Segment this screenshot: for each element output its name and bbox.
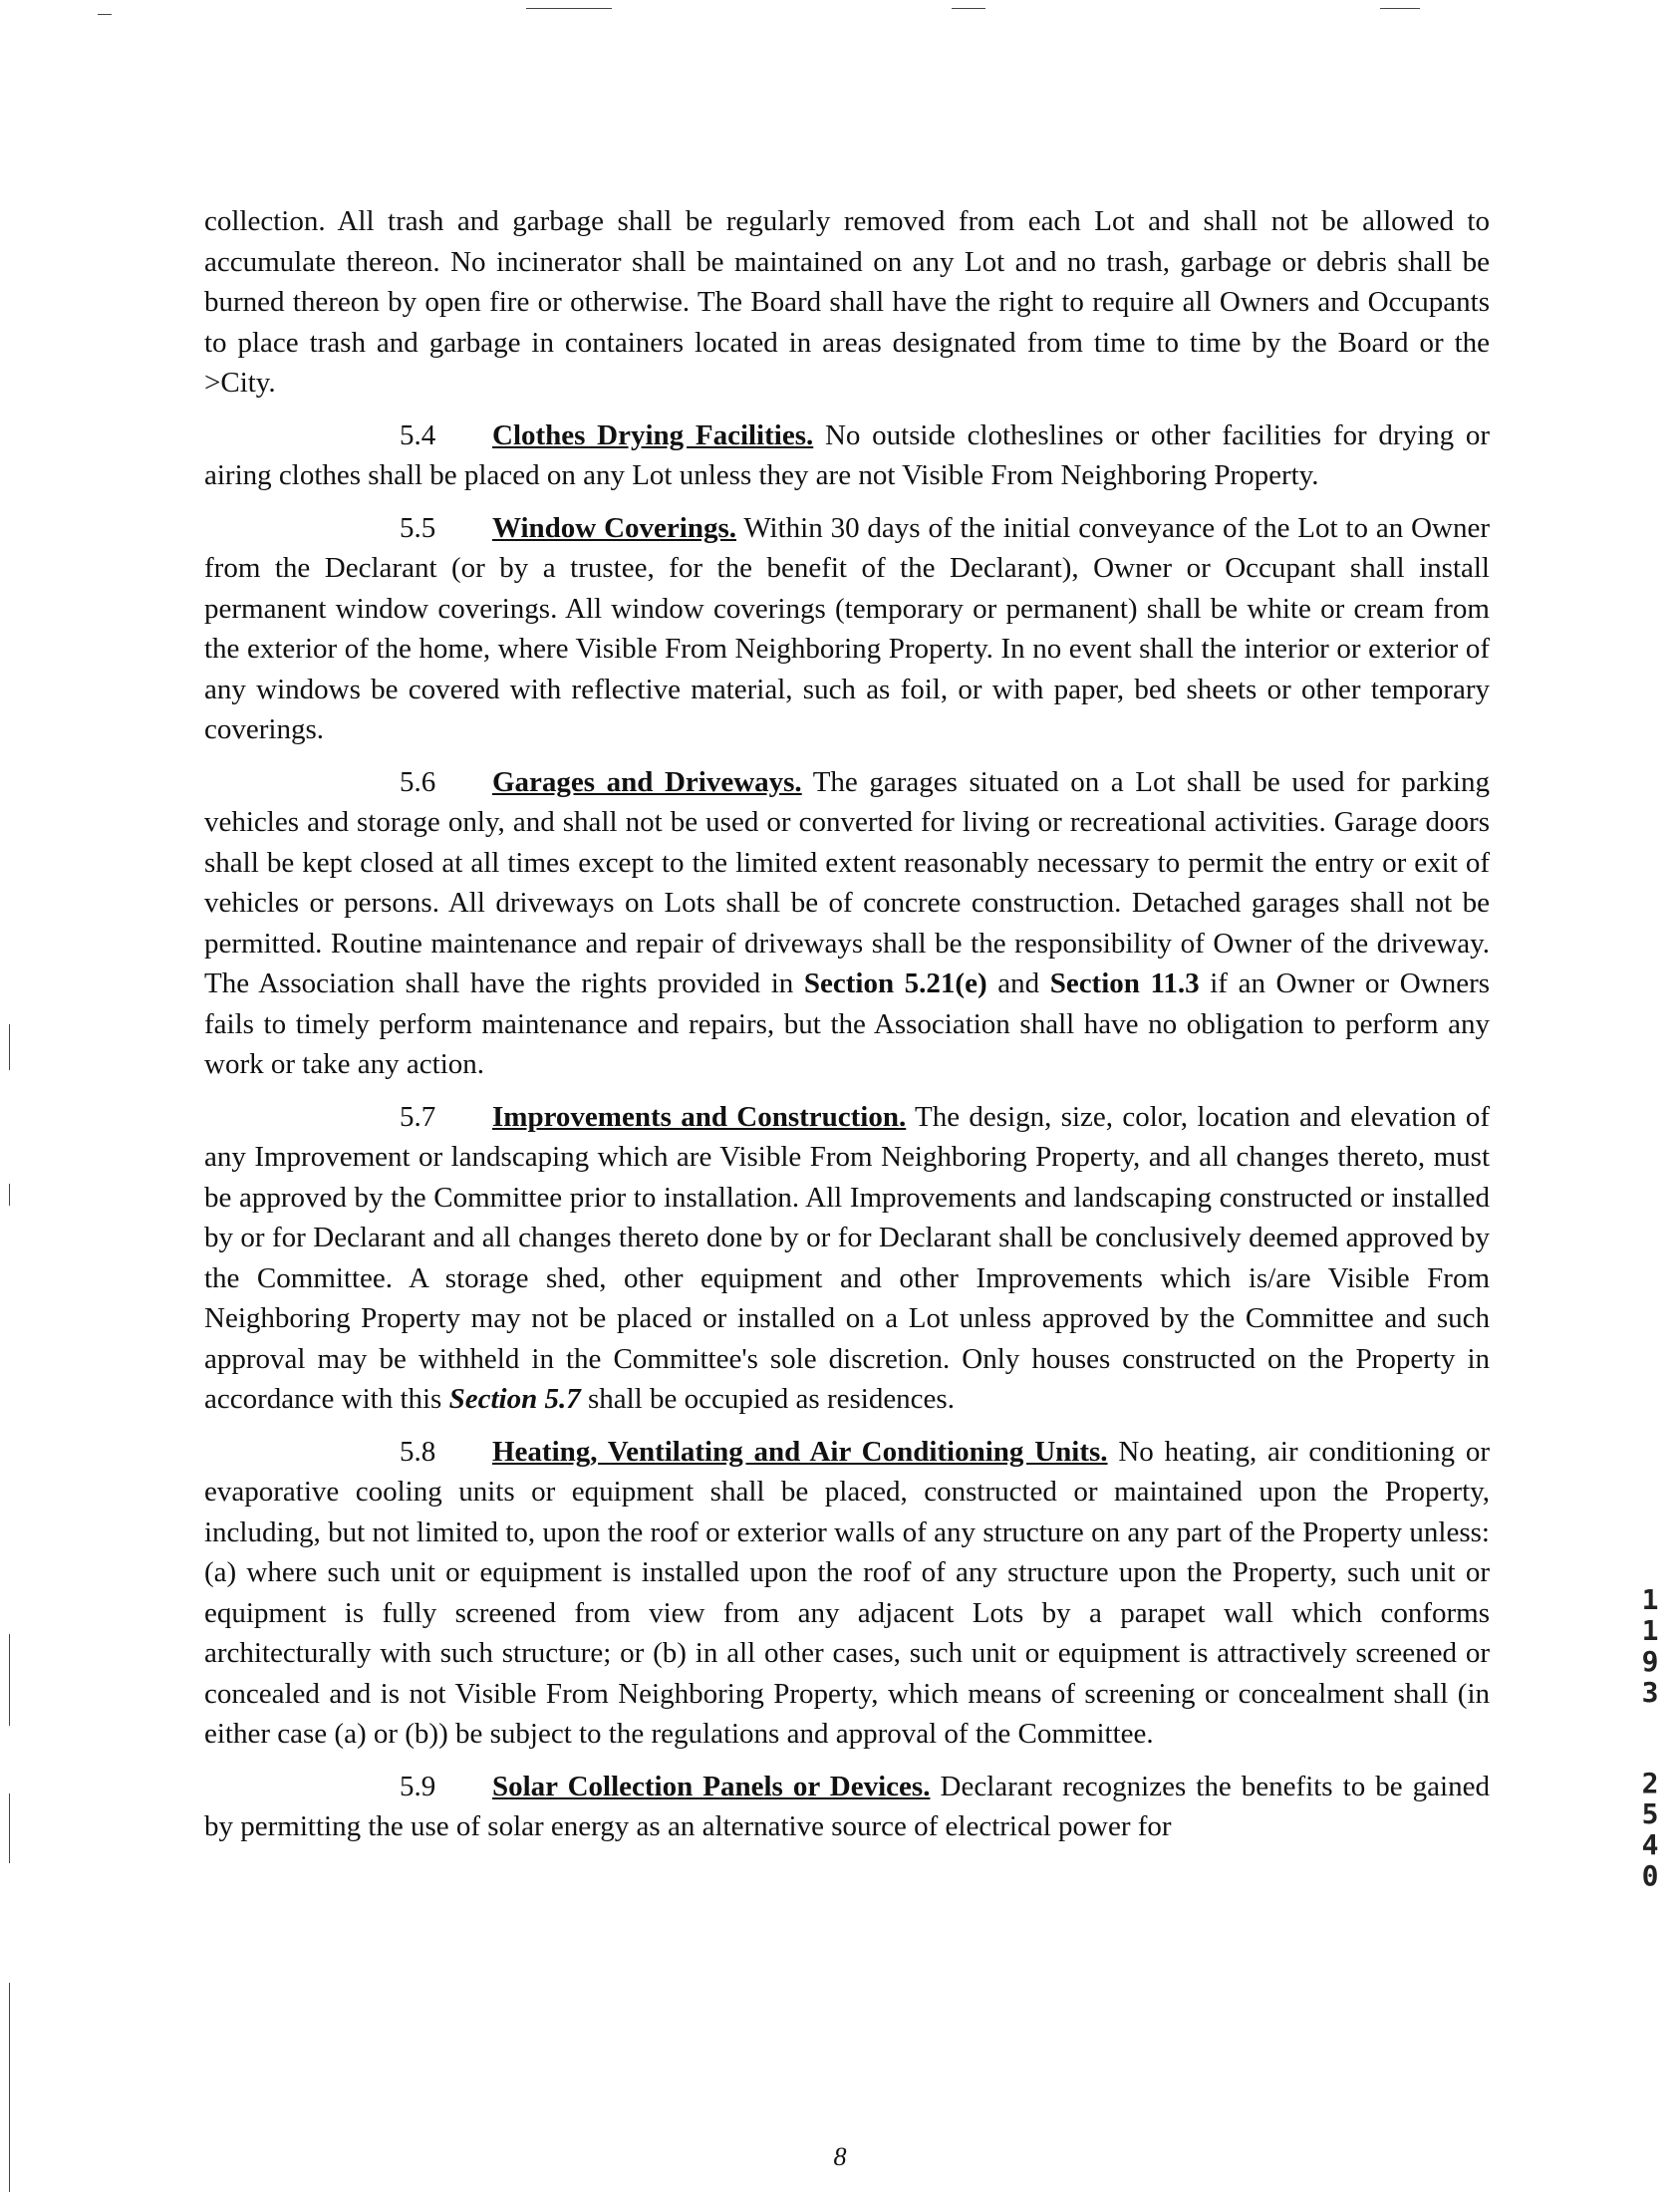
section-heading: Window Coverings. xyxy=(492,511,736,544)
opening-paragraph: collection. All trash and garbage shall be regularly removed from each Lot and shall not be allowed to accumulate thereon. No incinerator shall be maintained on any Lot and no trash, garbage or debris shall be burned thereon by open fire or otherwise. The Board shall have the right to require all Owners and Occupants to place trash and garbage in containers located in areas designated from time to time by the Board or the >City. xyxy=(204,205,1490,399)
section-heading: Solar Collection Panels or Devices. xyxy=(492,1770,931,1802)
section-number: 5.6 xyxy=(400,765,436,798)
section-heading: Clothes Drying Facilities. xyxy=(492,418,814,451)
section-number: 5.5 xyxy=(400,511,436,544)
section-5-7 xyxy=(204,1097,1490,1420)
document-body xyxy=(204,201,1490,1859)
section-5-4 xyxy=(204,415,1490,496)
section-number: 5.4 xyxy=(400,418,436,451)
section-body: No outside clotheslines or other facilities for drying or airing clothes shall be placed on any Lot unless they are not Visible From Neighboring Property. xyxy=(204,418,1490,491)
scan-mark-top-4 xyxy=(98,14,112,15)
stamp-digit: 9 xyxy=(1641,1645,1659,1678)
section-5-5 xyxy=(204,508,1490,750)
section-body: Within 30 days of the initial conveyance of the Lot to an Owner from the Declarant (or by a trustee, for the benefit of the Declarant), Owner or Occupant shall install permanent window coverings. All window coverings (temporary or permanent) shall be white or cream from the exterior of the home, where Visible From Neighboring Property. In no event shall the interior or exterior of any windows be covered with reflective material, such as foil, or with paper, bed sheets or other temporary coverings. xyxy=(204,511,1490,745)
scan-mark-left-1 xyxy=(9,1024,10,1070)
section-heading: Improvements and Construction. xyxy=(492,1100,907,1133)
section-number: 5.8 xyxy=(400,1435,436,1468)
section-reference: Section 11.3 xyxy=(1049,967,1200,999)
section-reference: Section 5.7 xyxy=(448,1383,581,1415)
scan-mark-top-3 xyxy=(1380,8,1420,9)
section-number: 5.9 xyxy=(400,1770,436,1802)
section-body: The garages situated on a Lot shall be used for parking vehicles and storage only, and shall not be used or converted for living or recreational activities. Garage doors shall be kept closed at all times except to the limited extent reasonably necessary to permit the entry or exit of vehicles or persons. All driveways on Lots shall be of concrete construction. Detached garages shall not be permitted. Routine maintenance and repair of driveways shall be the responsibility of Owner of the driveway. The Association shall have the rights provided in xyxy=(204,765,1490,999)
stamp-digit: 3 xyxy=(1641,1676,1659,1709)
stamp-digit: 4 xyxy=(1641,1828,1659,1861)
stamp-digit: 0 xyxy=(1641,1859,1659,1892)
recording-number-stamp xyxy=(1639,1584,1661,1891)
scan-mark-left-4 xyxy=(9,1793,10,1863)
scan-mark-left-3 xyxy=(9,1634,10,1726)
section-body: The design, size, color, location and elevation of any Improvement or landscaping which are Visible From Neighboring Property, and all changes thereto, must be approved by the Committee prior to installation. All Improvements and landscaping constructed or installed by or for Declarant and all changes thereto done by or for Declarant shall be conclusively deemed approved by the Committee. A storage shed, other equipment and other Improvements which is/are Visible From Neighboring Property may not be placed or installed on a Lot unless approved by the Committee and such approval may be withheld in the Committee's sole discretion. Only houses constructed on the Property in accordance with this xyxy=(204,1100,1490,1415)
section-body: Declarant recognizes the benefits to be gained by permitting the use of solar energy as an alternative source of electrical power for xyxy=(204,1770,1490,1842)
section-reference: Section 5.21(e) xyxy=(803,967,987,999)
scan-mark-top-2 xyxy=(952,8,985,9)
section-heading: Heating, Ventilating and Air Conditioning Units. xyxy=(492,1435,1108,1468)
section-5-8 xyxy=(204,1432,1490,1755)
section-heading: Garages and Driveways. xyxy=(492,765,802,798)
scan-mark-top-1 xyxy=(526,8,612,9)
section-body: if an Owner or Owners fails to timely perform maintenance and repairs, but the Association shall have no obligation to perform any work or take any action. xyxy=(204,967,1491,1080)
stamp-digit: 2 xyxy=(1641,1767,1659,1799)
section-body-connector: and xyxy=(986,967,1050,999)
stamp-digit: 1 xyxy=(1641,1583,1659,1616)
section-5-9 xyxy=(204,1767,1490,1847)
stamp-digit: 1 xyxy=(1641,1614,1659,1647)
section-body: No heating, air conditioning or evaporative cooling units or equipment shall be placed, constructed or maintained upon the Property, including, but not limited to, upon the roof or exterior walls of any structure on any part of the Property unless: (a) where such unit or equipment is installed upon the roof of any structure upon the Property, such unit or equipment is fully screened from view from any adjacent Lots by a parapet wall which conforms architecturally with such structure; or (b) in all other cases, such unit or equipment is attractively screened or concealed and is not Visible From Neighboring Property, which means of screening or concealment shall (in either case (a) or (b)) be subject to the regulations and approval of the Committee. xyxy=(204,1435,1490,1750)
section-body: shall be occupied as residences. xyxy=(580,1383,955,1415)
page-number: 8 xyxy=(833,2142,847,2171)
section-number: 5.7 xyxy=(400,1100,436,1133)
section-5-6 xyxy=(204,762,1490,1085)
stamp-digit: 5 xyxy=(1641,1797,1659,1830)
scan-mark-left-2 xyxy=(9,1184,10,1206)
